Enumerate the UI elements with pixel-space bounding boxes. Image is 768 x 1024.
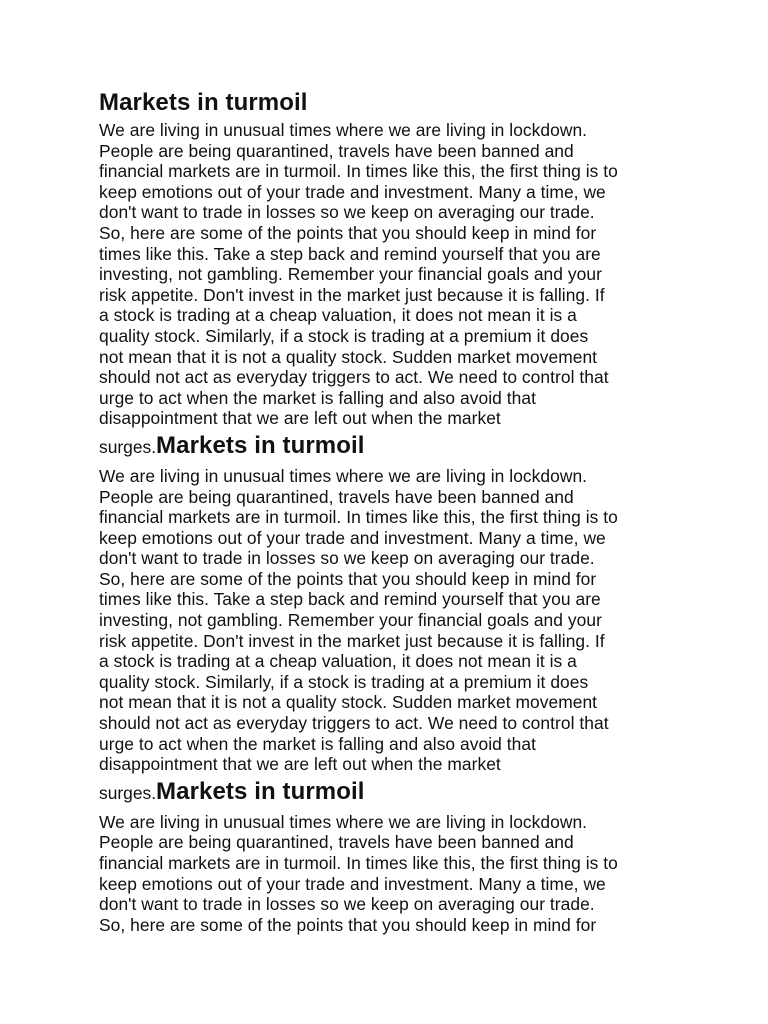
article-block-1: [99, 86, 679, 466]
text-line: times like this. Take a step back and remind yourself that you are: [99, 243, 601, 264]
paragraph-end-with-title: [99, 775, 679, 812]
text-line: a stock is trading at a cheap valuation, it does not mean it is a: [99, 651, 577, 672]
text-line: should not act as everyday triggers to act. We need to control that: [99, 367, 609, 388]
article-title: Markets in turmoil: [156, 777, 365, 805]
text-line: a stock is trading at a cheap valuation, it does not mean it is a: [99, 305, 577, 326]
text-line: disappointment that we are left out when the market: [99, 754, 501, 775]
text-line: financial markets are in turmoil. In times like this, the first thing is to: [99, 507, 618, 528]
text-line: We are living in unusual times where we are living in lockdown.: [99, 465, 588, 486]
text-line: keep emotions out of your trade and investment. Many a time, we: [99, 873, 606, 894]
text-line: We are living in unusual times where we are living in lockdown.: [99, 811, 588, 832]
text-line: keep emotions out of your trade and investment. Many a time, we: [99, 181, 606, 202]
text-line: don't want to trade in losses so we keep on averaging our trade.: [99, 202, 595, 223]
document-page: [99, 86, 679, 935]
paragraph-tail: surges.: [99, 782, 157, 803]
text-line: don't want to trade in losses so we keep on averaging our trade.: [99, 548, 595, 569]
text-line: quality stock. Similarly, if a stock is trading at a premium it does: [99, 671, 589, 692]
text-line: We are living in unusual times where we are living in lockdown.: [99, 120, 588, 140]
text-line: should not act as everyday triggers to act. We need to control that: [99, 713, 609, 734]
text-line: risk appetite. Don't invest in the market just because it is falling. If: [99, 284, 605, 305]
article-block-2: [99, 466, 679, 812]
paragraph-end-with-title: [99, 429, 679, 466]
text-line: keep emotions out of your trade and investment. Many a time, we: [99, 527, 606, 548]
article-title: Markets in turmoil: [156, 431, 365, 459]
text-line: investing, not gambling. Remember your financial goals and your: [99, 610, 602, 631]
text-line: So, here are some of the points that you should keep in mind for: [99, 568, 597, 589]
text-line: urge to act when the market is falling and also avoid that: [99, 733, 536, 754]
text-line: not mean that it is not a quality stock. Sudden market movement: [99, 346, 598, 367]
text-line: So, here are some of the points that you should keep in mind for: [99, 914, 597, 935]
text-line: urge to act when the market is falling and also avoid that: [99, 387, 536, 408]
paragraph-tail: surges.: [99, 436, 157, 457]
text-line: financial markets are in turmoil. In times like this, the first thing is to: [99, 161, 618, 182]
text-line: risk appetite. Don't invest in the market just because it is falling. If: [99, 630, 605, 651]
text-line: People are being quarantined, travels have been banned and: [99, 486, 574, 507]
text-line: financial markets are in turmoil. In times like this, the first thing is to: [99, 853, 618, 873]
article-block-3: [99, 812, 679, 936]
text-line: People are being quarantined, travels have been banned and: [99, 832, 574, 853]
text-line: quality stock. Similarly, if a stock is trading at a premium it does: [99, 325, 589, 346]
text-line: don't want to trade in losses so we keep on averaging our trade.: [99, 894, 595, 915]
text-line: not mean that it is not a quality stock. Sudden market movement: [99, 692, 598, 713]
article-title: Markets in turmoil: [99, 89, 308, 116]
text-line: So, here are some of the points that you should keep in mind for: [99, 222, 597, 243]
text-line: times like this. Take a step back and remind yourself that you are: [99, 589, 601, 610]
text-line: disappointment that we are left out when the market: [99, 408, 501, 429]
text-line: People are being quarantined, travels have been banned and: [99, 140, 574, 161]
text-line: investing, not gambling. Remember your financial goals and your: [99, 264, 602, 285]
